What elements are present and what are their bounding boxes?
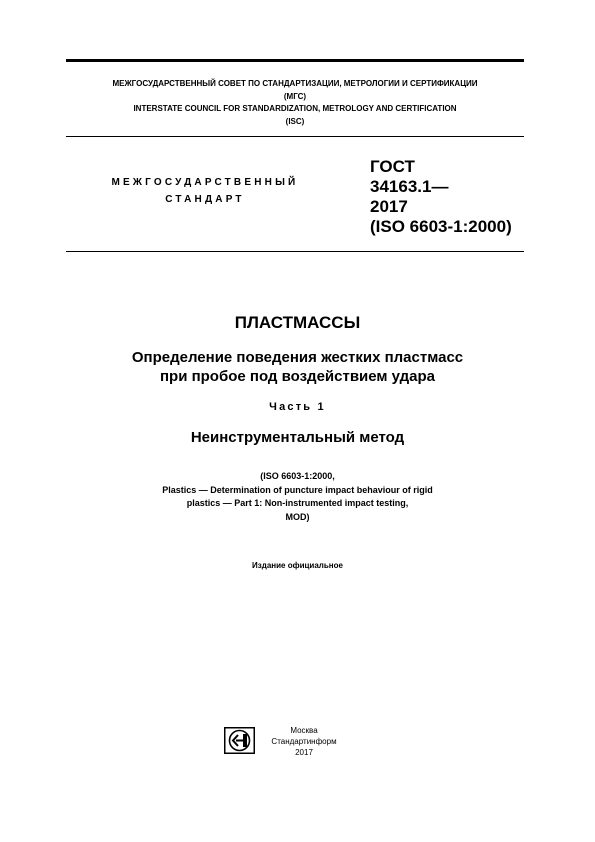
designation-line3: 2017 xyxy=(370,197,408,216)
subtitle-line1: Определение поведения жестких пластмасс xyxy=(131,349,464,366)
standard-type xyxy=(70,174,340,208)
council-header xyxy=(66,78,524,128)
council-name-ru: МЕЖГОСУДАРСТВЕННЫЙ СОВЕТ ПО СТАНДАРТИЗАЦИИ, МЕТРОЛОГИИ И СЕРТИФИКАЦИИ xyxy=(112,79,478,88)
publisher-city: Москва xyxy=(290,726,318,735)
iso-reference-line4: MOD) xyxy=(285,511,310,522)
council-abbr-ru: (МГС) xyxy=(283,91,307,101)
standard-type-line2: СТАНДАРТ xyxy=(165,194,245,205)
standard-type-line1: МЕЖГОСУДАРСТВЕННЫЙ xyxy=(111,177,299,188)
council-divider xyxy=(66,136,524,137)
designation-line2: 34163.1— xyxy=(370,177,449,196)
council-name-en: INTERSTATE COUNCIL FOR STANDARDIZATION, METROLOGY AND CERTIFICATION xyxy=(133,104,457,113)
iso-reference-line3: plastics — Part 1: Non-instrumented impact testing, xyxy=(186,498,409,508)
standartinform-logo-icon xyxy=(224,727,255,754)
iso-reference-line2: Plastics — Determination of puncture impact behaviour of rigid xyxy=(162,484,433,495)
publisher-year: 2017 xyxy=(295,748,313,757)
standard-designation xyxy=(370,157,512,237)
header-divider xyxy=(66,251,524,252)
iso-reference xyxy=(0,470,595,524)
top-rule xyxy=(66,59,524,62)
edition-note: Издание официальное xyxy=(252,561,343,570)
part-number: Часть 1 xyxy=(269,401,326,413)
publisher-name: Стандартинформ xyxy=(271,737,337,746)
document-subtitle xyxy=(0,348,595,386)
method-title: Неинструментальный метод xyxy=(190,429,405,446)
council-abbr-en: (ISC) xyxy=(285,116,305,126)
publisher-info xyxy=(264,725,344,758)
designation-line1: ГОСТ xyxy=(370,157,415,176)
document-title: ПЛАСТМАССЫ xyxy=(234,313,361,332)
subtitle-line2: при пробое под воздействием удара xyxy=(159,368,436,385)
designation-line4: (ISO 6603-1:2000) xyxy=(370,217,512,236)
iso-reference-line1: (ISO 6603-1:2000, xyxy=(260,471,335,481)
